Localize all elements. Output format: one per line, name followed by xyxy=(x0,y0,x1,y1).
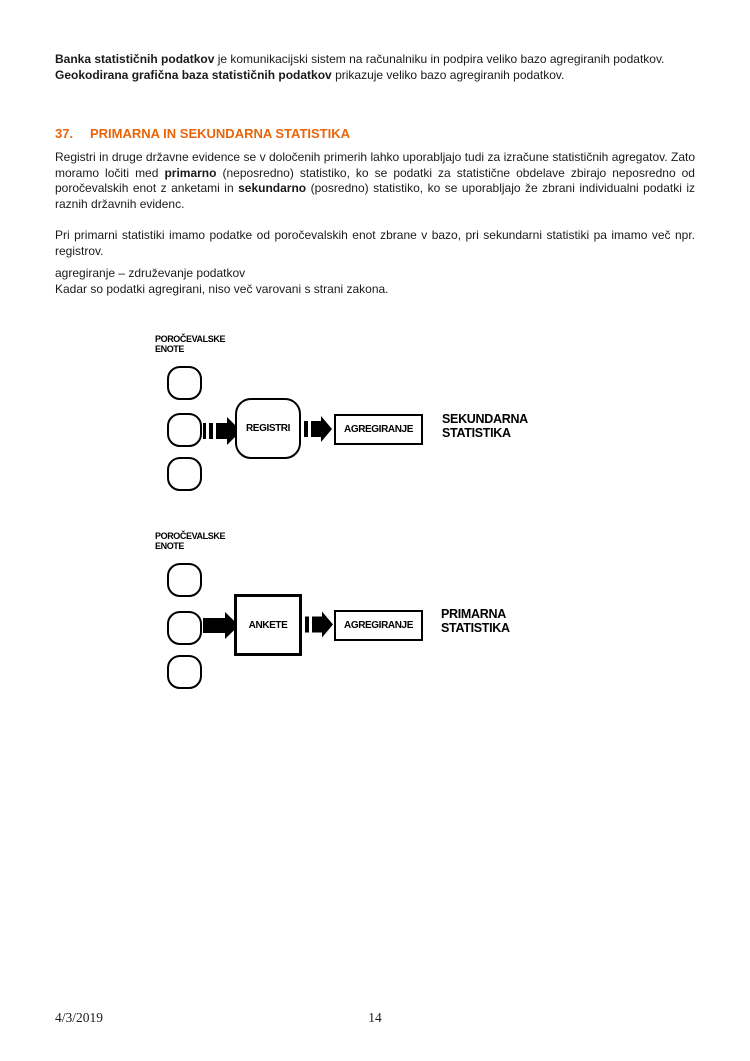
note-agregiranje: agregiranje – združevanje podatkov xyxy=(55,266,246,280)
paragraph-geokodirana-text: prikazuje veliko bazo agregiranih podatkov. xyxy=(331,67,565,82)
term-primarno: primarno xyxy=(164,165,217,180)
footer-date: 4/3/2019 xyxy=(55,1010,104,1025)
diagram2-result-label xyxy=(441,607,510,635)
diagram2-units-label xyxy=(155,532,225,551)
diagram1-units-line2: ENOTE xyxy=(155,343,185,354)
term-banka: Banka statističnih podatkov xyxy=(55,52,215,66)
secondary-paragraph xyxy=(55,228,695,259)
agregiranje-box-label: AGREGIRANJE xyxy=(344,424,413,435)
paragraph-banka xyxy=(55,52,695,68)
agregiranje-box xyxy=(334,610,423,641)
section-heading xyxy=(55,126,695,141)
diagram1-result-line2: STATISTIKA xyxy=(442,426,511,440)
reporting-unit-circle xyxy=(167,413,202,447)
section-title: PRIMARNA IN SEKUNDARNA STATISTIKA xyxy=(90,126,350,141)
reporting-unit-circle xyxy=(167,563,202,597)
paragraph-pri-primarni: Pri primarni statistiki imamo podatke od poročevalskih enot zbrane v bazo, pri sekundarni statistiki pa imamo več npr. registrov. xyxy=(55,228,695,258)
section-number: 37. xyxy=(55,126,74,141)
diagram1-units-label xyxy=(155,335,225,354)
paragraph-geokodirana xyxy=(55,68,695,84)
agregiranje-box xyxy=(334,414,423,445)
paragraph-registri-seg3: (posredno) statistiko, ko se uporabljajo že zbrani individualni podatki iz raznih državnih evidenc. xyxy=(55,181,695,211)
note-lines xyxy=(55,266,695,297)
diagram1-result-line1: SEKUNDARNA xyxy=(442,412,528,426)
paragraph-registri-seg2: (neposredno) statistiko, ko se podatki za statistične obdelave zbirajo neposredno od poročevalskih enot z anketami in xyxy=(55,165,695,195)
diagram2-result-line2: STATISTIKA xyxy=(441,621,510,635)
paragraph-banka-text: je komunikacijski sistem na računalniku in podpira veliko bazo agregiranih podatkov. xyxy=(214,52,665,66)
diagram2-units-line2: ENOTE xyxy=(155,540,185,551)
reporting-unit-circle xyxy=(167,366,202,400)
registri-box-label: REGISTRI xyxy=(245,423,291,434)
diagram1-units-line1: POROČEVALSKE xyxy=(155,334,226,344)
diagram2-units-line1: POROČEVALSKE xyxy=(155,531,226,541)
reporting-unit-circle xyxy=(167,611,202,645)
note-zakon: Kadar so podatki agregirani, niso več varovani s strani zakona. xyxy=(55,281,389,296)
main-paragraph xyxy=(55,150,695,212)
reporting-unit-circle xyxy=(167,457,202,491)
intro-paragraphs xyxy=(55,52,695,83)
agregiranje-box-label: AGREGIRANJE xyxy=(344,620,413,631)
reporting-unit-circle xyxy=(167,655,202,689)
paragraph-registri-seg1: Registri in druge državne evidence se v določenih primerih lahko uporabljajo tudi za izračune statističnih agregatov. Zato moramo ločiti med xyxy=(55,150,695,180)
diagram2-result-line1: PRIMARNA xyxy=(441,607,506,621)
diagram1-result-label xyxy=(442,412,528,440)
striped-arrow-icon xyxy=(304,416,332,442)
term-sekundarno: sekundarno xyxy=(238,181,307,195)
striped-arrow-icon xyxy=(305,611,333,638)
ankete-box-label: ANKETE xyxy=(248,619,288,631)
paragraph-registri xyxy=(55,150,695,212)
registri-box xyxy=(235,398,301,459)
ankete-box xyxy=(234,594,302,656)
term-geokodirana: Geokodirana grafična baza statističnih podatkov xyxy=(55,67,332,82)
footer-page-number: 14 xyxy=(368,1010,382,1025)
